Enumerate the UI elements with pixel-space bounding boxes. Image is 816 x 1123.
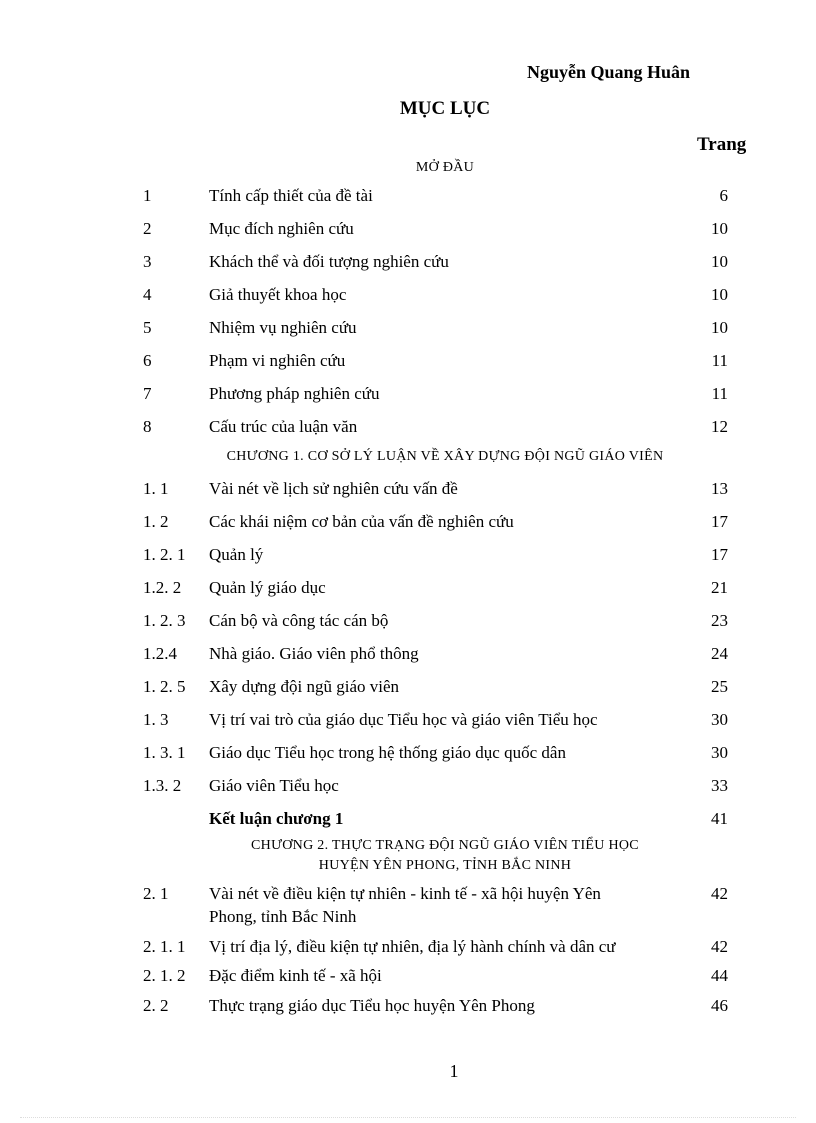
toc-entry-text-continued: Phong, tỉnh Bắc Ninh [209, 907, 357, 926]
toc-entry-text: Nhiệm vụ nghiên cứu [209, 318, 357, 337]
toc-entry-number: 1.2. 2 [143, 578, 182, 597]
toc-entry-number: 1. 2. 3 [143, 611, 186, 630]
toc-entry-page: 23 [711, 611, 728, 630]
toc-entry-text: Tính cấp thiết của đề tài [209, 186, 373, 205]
toc-entry-text: Đặc điểm kinh tế - xã hội [209, 966, 382, 985]
author-name: Nguyễn Quang Huân [527, 62, 691, 82]
toc-entry-page: 6 [719, 186, 728, 205]
toc-entry-page: 24 [711, 644, 728, 663]
toc-entry-text: Vài nét về điều kiện tự nhiên - kinh tế - xã hội huyện Yên [209, 884, 601, 903]
toc-entry-text: Vị trí địa lý, điều kiện tự nhiên, địa lý hành chính và dân cư [209, 937, 616, 956]
toc-entry-number: 1. 2 [143, 512, 169, 531]
toc-entry-text: Giáo viên Tiểu học [209, 776, 339, 795]
toc-entry-text: Khách thể và đối tượng nghiên cứu [209, 252, 449, 271]
toc-entry-text: Quản lý giáo dục [209, 578, 326, 597]
toc-entry-text: Thực trạng giáo dục Tiểu học huyện Yên Phong [209, 996, 535, 1015]
toc-entry-text: Giáo dục Tiểu học trong hệ thống giáo dục quốc dân [209, 743, 566, 762]
section-heading-intro: MỞ ĐẦU [415, 160, 475, 175]
toc-entry-text: Vài nét về lịch sử nghiên cứu vấn đề [209, 479, 458, 498]
toc-entry-page: 33 [711, 776, 728, 795]
page-edge-divider [20, 1117, 796, 1118]
toc-entry-page: 13 [711, 479, 728, 498]
toc-entry-page: 10 [711, 318, 728, 337]
toc-entry-page: 11 [711, 351, 728, 370]
toc-entry-page: 46 [711, 996, 728, 1015]
toc-entry-text: Vị trí vai trò của giáo dục Tiểu học và giáo viên Tiểu học [209, 710, 598, 729]
page-number: 1 [449, 1061, 459, 1081]
toc-entry-text: Phương pháp nghiên cứu [209, 384, 380, 403]
toc-entry-text: Quản lý [209, 545, 264, 564]
toc-entry-page: 42 [711, 937, 728, 956]
toc-entry-number: 1.3. 2 [143, 776, 182, 795]
toc-entry-page: 17 [711, 545, 728, 564]
toc-entry-text: Giả thuyết khoa học [209, 285, 347, 304]
toc-entry-number: 2. 1 [143, 884, 169, 903]
toc-entry-text: Các khái niệm cơ bản của vấn đề nghiên cứu [209, 512, 514, 531]
toc-entry-number: 1. 2. 1 [143, 545, 186, 564]
toc-entry-number: 1. 3. 1 [143, 743, 186, 762]
page-title: MỤC LỤC [399, 98, 491, 119]
toc-entry-number: 2. 1. 2 [143, 966, 186, 985]
toc-entry-number: 2. 1. 1 [143, 937, 186, 956]
toc-entry-page: 10 [711, 219, 728, 238]
toc-entry-page: 11 [711, 384, 728, 403]
toc-entry-page: 30 [711, 710, 728, 729]
toc-entry-number: 1 [143, 186, 152, 205]
toc-entry-number: 1. 2. 5 [143, 677, 186, 696]
toc-entry-number: 2 [143, 219, 152, 238]
toc-entry-text: Xây dựng đội ngũ giáo viên [209, 677, 400, 696]
toc-entry-number: 3 [143, 252, 152, 271]
section-heading-chapter-2-line2: HUYỆN YÊN PHONG, TỈNH BẮC NINH [318, 858, 572, 873]
toc-entry-number: 1.2.4 [143, 644, 177, 663]
section-heading-chapter-1: CHƯƠNG 1. CƠ SỞ LÝ LUẬN VỀ XÂY DỰNG ĐỘI NGŨ GIÁO VIÊN [226, 449, 664, 464]
toc-entry-page: 17 [711, 512, 728, 531]
toc-entry-number: 6 [143, 351, 152, 370]
toc-entry-page: 42 [711, 884, 728, 903]
toc-entry-page: 41 [711, 809, 728, 828]
page-column-header: Trang [697, 134, 747, 155]
toc-entry-text: Nhà giáo. Giáo viên phổ thông [209, 644, 419, 663]
toc-entry-page: 30 [711, 743, 728, 762]
toc-entry-number: 4 [143, 285, 152, 304]
toc-entry-text: Cán bộ và công tác cán bộ [209, 611, 389, 630]
toc-entry-number: 1. 1 [143, 479, 169, 498]
toc-entry-page: 10 [711, 285, 728, 304]
toc-entry-number: 5 [143, 318, 152, 337]
toc-entry-number: 8 [143, 417, 152, 436]
toc-entry-page: 10 [711, 252, 728, 271]
toc-entry-page: 21 [711, 578, 728, 597]
toc-entry-number: 7 [143, 384, 152, 403]
toc-entry-page: 12 [711, 417, 728, 436]
toc-entry-text: Phạm vi nghiên cứu [209, 351, 346, 370]
section-heading-chapter-2: CHƯƠNG 2. THỰC TRẠNG ĐỘI NGŨ GIÁO VIÊN TIỂU HỌC [251, 838, 639, 853]
toc-entry-page: 44 [711, 966, 728, 985]
toc-entry-number: 1. 3 [143, 710, 169, 729]
toc-chapter-conclusion: Kết luận chương 1 [209, 809, 344, 828]
toc-entry-text: Mục đích nghiên cứu [209, 219, 354, 238]
toc-entry-page: 25 [711, 677, 728, 696]
toc-entry-number: 2. 2 [143, 996, 169, 1015]
toc-entry-text: Cấu trúc của luận văn [209, 417, 358, 436]
